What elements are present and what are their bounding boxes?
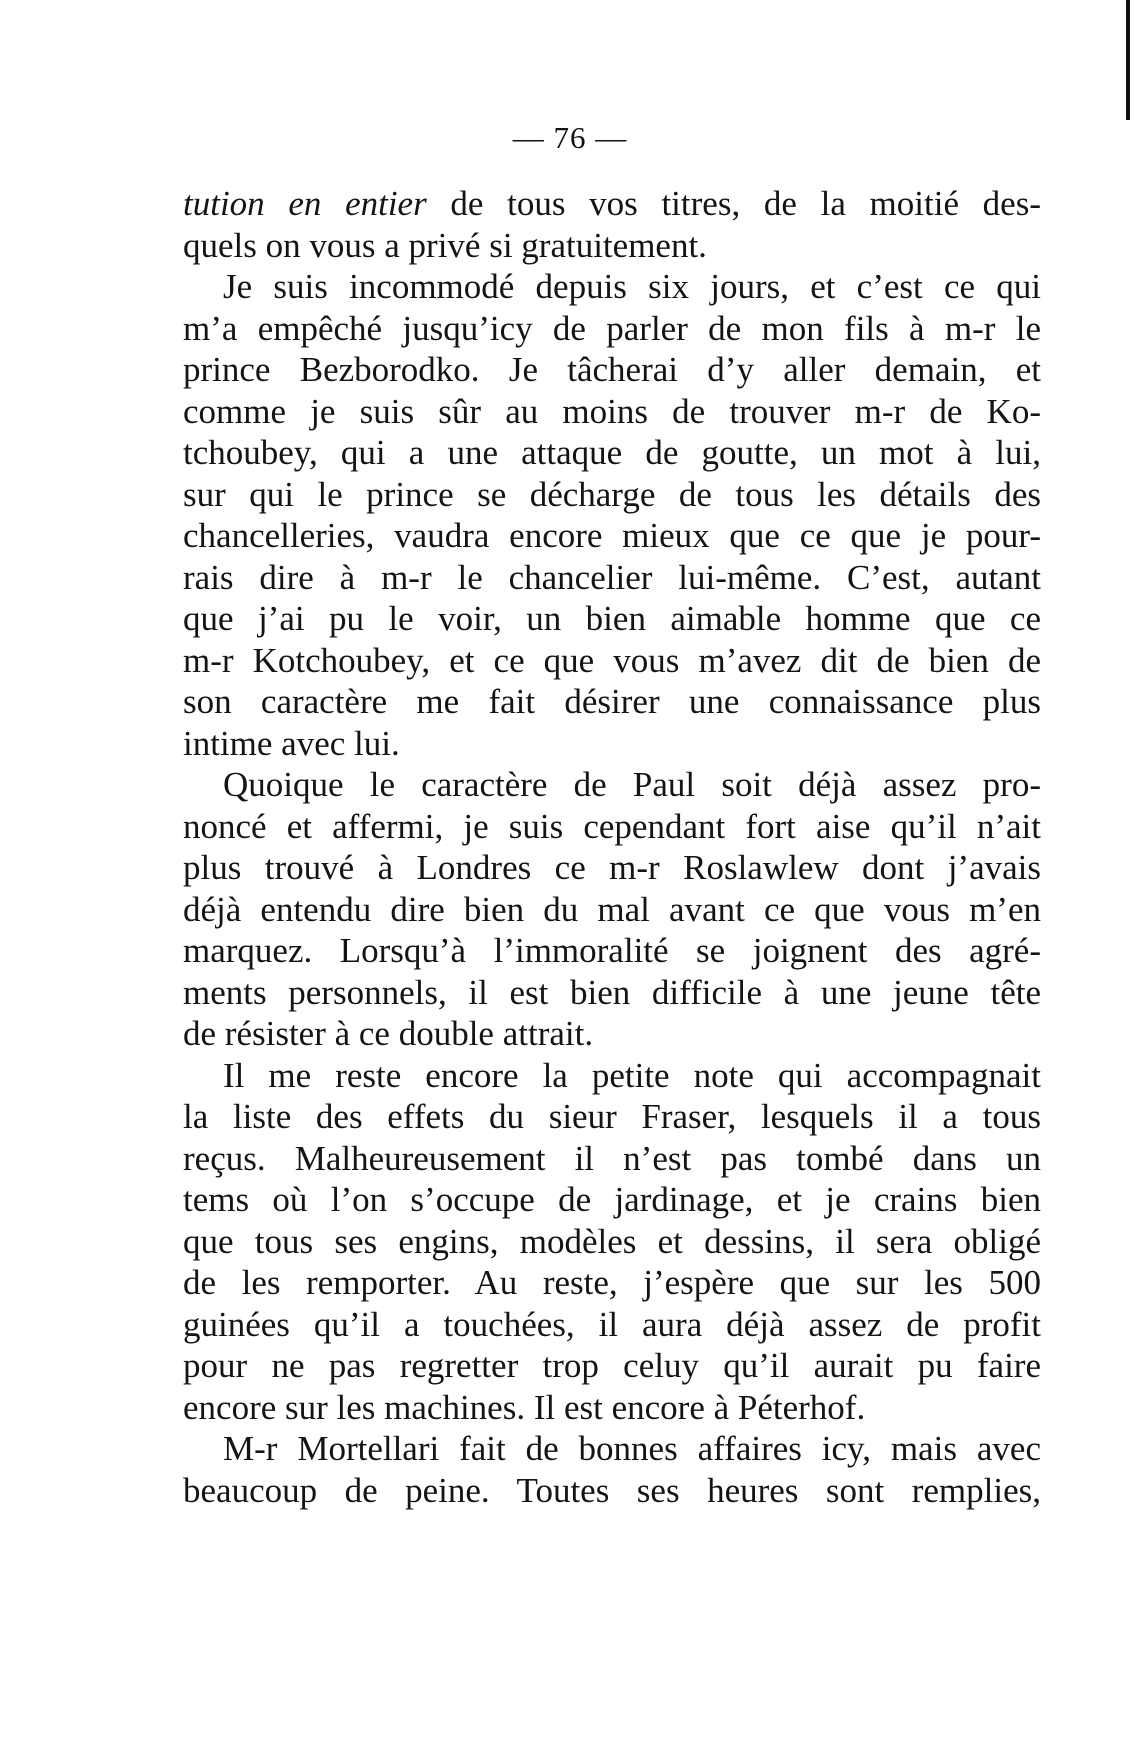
text-line: rais dire à m-r le chancelier lui-même. C’est, autant	[183, 557, 1041, 597]
text-line: beaucoup de peine. Toutes ses heures sont remplies,	[183, 1470, 1041, 1510]
page-edge-rule	[1126, 0, 1130, 120]
text-line: de les remporter. Au reste, j’espère que sur les 500	[183, 1263, 1041, 1302]
text-line: plus trouvé à Londres ce m-r Roslawlew dont j’avais	[183, 848, 1041, 887]
text-line: chancelleries, vaudra encore mieux que ce que je pour-	[183, 516, 1041, 555]
text-line: quels on vous a privé si gratuitement.	[183, 225, 707, 265]
text-line: noncé et affermi, je suis cependant fort aise qu’il n’ait	[183, 806, 1041, 846]
text-line: m-r Kotchoubey, et ce que vous m’avez dit de bien de	[183, 640, 1041, 680]
text-line: pour ne pas regretter trop celuy qu’il aurait pu faire	[183, 1346, 1041, 1385]
text-line: de résister à ce double attrait.	[183, 1014, 594, 1053]
text-line: Je suis incommodé depuis six jours, et c’est ce qui	[223, 267, 1041, 306]
text-line: reçus. Malheureusement il n’est pas tombé dans un	[183, 1138, 1041, 1178]
text-line: que tous ses engins, modèles et dessins, il sera obligé	[183, 1221, 1041, 1261]
text-line: tems où l’on s’occupe de jardinage, et je crains bien	[183, 1180, 1041, 1219]
text-line: déjà entendu dire bien du mal avant ce que vous m’en	[183, 889, 1041, 929]
text-line: la liste des effets du sieur Fraser, lesquels il a tous	[183, 1097, 1041, 1136]
text-line: sur qui le prince se décharge de tous les détails des	[183, 474, 1041, 514]
text-line: prince Bezborodko. Je tâcherai d’y aller demain, et	[183, 350, 1041, 389]
text-line: Quoique le caractère de Paul soit déjà assez pro-	[223, 765, 1041, 804]
text-line: M-r Mortellari fait de bonnes affaires icy, mais avec	[223, 1429, 1041, 1468]
text-line: son caractère me fait désirer une connaissance plus	[183, 682, 1041, 721]
text-line: m’a empêché jusqu’icy de parler de mon fils à m-r le	[183, 308, 1041, 348]
text-line: comme je suis sûr au moins de trouver m-r de Ko-	[183, 391, 1041, 431]
text-line: guinées qu’il a touchées, il aura déjà assez de profit	[183, 1304, 1041, 1344]
text-line: Il me reste encore la petite note qui accompagnait	[223, 1055, 1041, 1095]
body-text	[183, 183, 1041, 1511]
text-line: marquez. Lorsqu’à l’immoralité se joignent des agré-	[183, 931, 1041, 970]
text-line: tchoubey, qui a une attaque de goutte, un mot à lui,	[183, 433, 1041, 472]
text-line: intime avec lui.	[183, 723, 400, 763]
text-line: que j’ai pu le voir, un bien aimable homme que ce	[183, 599, 1041, 638]
text-line: tution en entier de tous vos titres, de la moitié des-	[183, 184, 1041, 223]
text-line: ments personnels, il est bien difficile à une jeune tête	[183, 972, 1041, 1012]
page-number: — 76 —	[512, 120, 628, 155]
text-line: encore sur les machines. Il est encore à Péterhof.	[183, 1387, 866, 1427]
